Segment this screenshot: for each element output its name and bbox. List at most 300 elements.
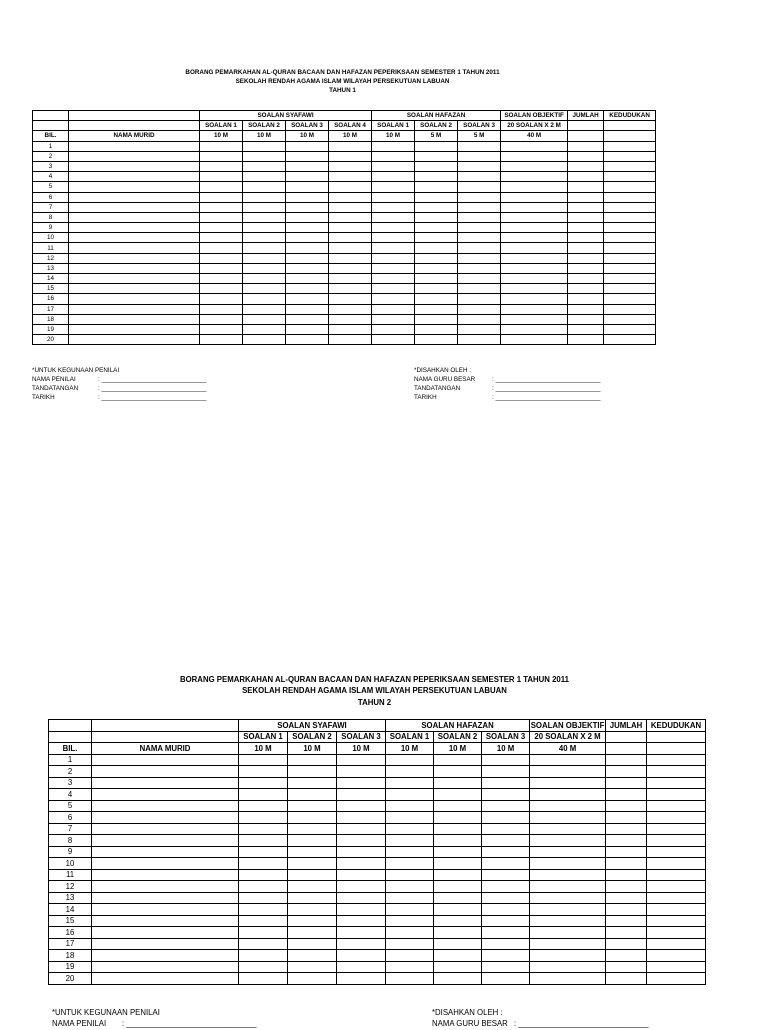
student-name-cell[interactable]	[69, 233, 200, 243]
mark-entry-cell[interactable]	[434, 835, 482, 847]
mark-entry-cell[interactable]	[372, 151, 415, 161]
mark-entry-cell[interactable]	[386, 823, 434, 835]
mark-entry-cell[interactable]	[568, 202, 604, 212]
student-name-cell[interactable]	[92, 927, 239, 939]
mark-entry-cell[interactable]	[200, 314, 243, 324]
mark-entry-cell[interactable]	[501, 335, 568, 345]
mark-entry-cell[interactable]	[288, 904, 337, 916]
mark-entry-cell[interactable]	[386, 915, 434, 927]
student-name-cell[interactable]	[69, 304, 200, 314]
student-name-cell[interactable]	[92, 938, 239, 950]
mark-entry-cell[interactable]	[568, 192, 604, 202]
mark-entry-cell[interactable]	[243, 304, 286, 314]
mark-entry-cell[interactable]	[243, 324, 286, 334]
mark-entry-cell[interactable]	[372, 304, 415, 314]
mark-entry-cell[interactable]	[606, 973, 647, 985]
mark-entry-cell[interactable]	[239, 812, 288, 824]
mark-entry-cell[interactable]	[337, 973, 386, 985]
mark-entry-cell[interactable]	[288, 835, 337, 847]
student-name-cell[interactable]	[69, 151, 200, 161]
mark-entry-cell[interactable]	[501, 284, 568, 294]
mark-entry-cell[interactable]	[243, 335, 286, 345]
mark-entry-cell[interactable]	[647, 904, 706, 916]
mark-entry-cell[interactable]	[243, 233, 286, 243]
mark-entry-cell[interactable]	[286, 263, 329, 273]
mark-entry-cell[interactable]	[501, 253, 568, 263]
mark-entry-cell[interactable]	[482, 892, 530, 904]
mark-entry-cell[interactable]	[329, 243, 372, 253]
mark-entry-cell[interactable]	[604, 202, 656, 212]
mark-entry-cell[interactable]	[647, 846, 706, 858]
mark-entry-cell[interactable]	[415, 223, 458, 233]
mark-entry-cell[interactable]	[568, 274, 604, 284]
mark-entry-cell[interactable]	[329, 263, 372, 273]
mark-entry-cell[interactable]	[458, 335, 501, 345]
student-name-cell[interactable]	[69, 182, 200, 192]
student-name-cell[interactable]	[92, 858, 239, 870]
mark-entry-cell[interactable]	[386, 754, 434, 766]
mark-entry-cell[interactable]	[647, 961, 706, 973]
mark-entry-cell[interactable]	[288, 869, 337, 881]
student-name-cell[interactable]	[69, 335, 200, 345]
mark-entry-cell[interactable]	[568, 182, 604, 192]
student-name-cell[interactable]	[69, 324, 200, 334]
mark-entry-cell[interactable]	[482, 823, 530, 835]
mark-entry-cell[interactable]	[286, 172, 329, 182]
mark-entry-cell[interactable]	[243, 182, 286, 192]
mark-entry-cell[interactable]	[606, 846, 647, 858]
mark-entry-cell[interactable]	[415, 294, 458, 304]
mark-entry-cell[interactable]	[434, 777, 482, 789]
mark-entry-cell[interactable]	[568, 253, 604, 263]
mark-entry-cell[interactable]	[568, 141, 604, 151]
mark-entry-cell[interactable]	[372, 202, 415, 212]
signature-field-line[interactable]: : ______________________________	[492, 376, 601, 384]
mark-entry-cell[interactable]	[501, 182, 568, 192]
student-name-cell[interactable]	[92, 973, 239, 985]
mark-entry-cell[interactable]	[482, 938, 530, 950]
mark-entry-cell[interactable]	[337, 835, 386, 847]
student-name-cell[interactable]	[92, 812, 239, 824]
mark-entry-cell[interactable]	[372, 233, 415, 243]
mark-entry-cell[interactable]	[530, 904, 606, 916]
mark-entry-cell[interactable]	[329, 141, 372, 151]
student-name-cell[interactable]	[92, 766, 239, 778]
mark-entry-cell[interactable]	[530, 881, 606, 893]
mark-entry-cell[interactable]	[501, 243, 568, 253]
mark-entry-cell[interactable]	[604, 274, 656, 284]
mark-entry-cell[interactable]	[372, 284, 415, 294]
mark-entry-cell[interactable]	[386, 927, 434, 939]
mark-entry-cell[interactable]	[568, 304, 604, 314]
mark-entry-cell[interactable]	[243, 294, 286, 304]
student-name-cell[interactable]	[92, 915, 239, 927]
mark-entry-cell[interactable]	[243, 151, 286, 161]
mark-entry-cell[interactable]	[647, 823, 706, 835]
mark-entry-cell[interactable]	[239, 961, 288, 973]
student-name-cell[interactable]	[69, 243, 200, 253]
mark-entry-cell[interactable]	[606, 915, 647, 927]
mark-entry-cell[interactable]	[288, 800, 337, 812]
mark-entry-cell[interactable]	[501, 294, 568, 304]
student-name-cell[interactable]	[92, 950, 239, 962]
mark-entry-cell[interactable]	[239, 915, 288, 927]
mark-entry-cell[interactable]	[372, 263, 415, 273]
mark-entry-cell[interactable]	[604, 161, 656, 171]
student-name-cell[interactable]	[69, 253, 200, 263]
mark-entry-cell[interactable]	[501, 314, 568, 324]
mark-entry-cell[interactable]	[200, 243, 243, 253]
mark-entry-cell[interactable]	[288, 950, 337, 962]
mark-entry-cell[interactable]	[243, 192, 286, 202]
mark-entry-cell[interactable]	[288, 973, 337, 985]
mark-entry-cell[interactable]	[337, 892, 386, 904]
mark-entry-cell[interactable]	[288, 777, 337, 789]
student-name-cell[interactable]	[92, 800, 239, 812]
mark-entry-cell[interactable]	[286, 335, 329, 345]
mark-entry-cell[interactable]	[530, 754, 606, 766]
student-name-cell[interactable]	[69, 212, 200, 222]
mark-entry-cell[interactable]	[386, 812, 434, 824]
mark-entry-cell[interactable]	[415, 274, 458, 284]
mark-entry-cell[interactable]	[568, 263, 604, 273]
mark-entry-cell[interactable]	[604, 284, 656, 294]
mark-entry-cell[interactable]	[647, 938, 706, 950]
student-name-cell[interactable]	[92, 835, 239, 847]
mark-entry-cell[interactable]	[288, 858, 337, 870]
mark-entry-cell[interactable]	[501, 151, 568, 161]
mark-entry-cell[interactable]	[604, 335, 656, 345]
mark-entry-cell[interactable]	[329, 284, 372, 294]
mark-entry-cell[interactable]	[415, 243, 458, 253]
mark-entry-cell[interactable]	[458, 182, 501, 192]
mark-entry-cell[interactable]	[372, 192, 415, 202]
student-name-cell[interactable]	[92, 754, 239, 766]
mark-entry-cell[interactable]	[386, 800, 434, 812]
mark-entry-cell[interactable]	[286, 202, 329, 212]
mark-entry-cell[interactable]	[239, 892, 288, 904]
mark-entry-cell[interactable]	[606, 858, 647, 870]
student-name-cell[interactable]	[69, 263, 200, 273]
mark-entry-cell[interactable]	[200, 161, 243, 171]
mark-entry-cell[interactable]	[372, 182, 415, 192]
mark-entry-cell[interactable]	[415, 151, 458, 161]
mark-entry-cell[interactable]	[329, 172, 372, 182]
mark-entry-cell[interactable]	[568, 243, 604, 253]
mark-entry-cell[interactable]	[568, 212, 604, 222]
mark-entry-cell[interactable]	[530, 858, 606, 870]
mark-entry-cell[interactable]	[286, 284, 329, 294]
mark-entry-cell[interactable]	[604, 182, 656, 192]
mark-entry-cell[interactable]	[243, 223, 286, 233]
mark-entry-cell[interactable]	[530, 812, 606, 824]
mark-entry-cell[interactable]	[482, 754, 530, 766]
mark-entry-cell[interactable]	[337, 812, 386, 824]
mark-entry-cell[interactable]	[647, 766, 706, 778]
mark-entry-cell[interactable]	[647, 835, 706, 847]
mark-entry-cell[interactable]	[329, 192, 372, 202]
mark-entry-cell[interactable]	[482, 835, 530, 847]
mark-entry-cell[interactable]	[604, 141, 656, 151]
mark-entry-cell[interactable]	[243, 202, 286, 212]
mark-entry-cell[interactable]	[482, 961, 530, 973]
mark-entry-cell[interactable]	[501, 304, 568, 314]
mark-entry-cell[interactable]	[337, 961, 386, 973]
mark-entry-cell[interactable]	[482, 777, 530, 789]
mark-entry-cell[interactable]	[647, 869, 706, 881]
student-name-cell[interactable]	[92, 846, 239, 858]
mark-entry-cell[interactable]	[604, 172, 656, 182]
mark-entry-cell[interactable]	[606, 938, 647, 950]
mark-entry-cell[interactable]	[337, 823, 386, 835]
mark-entry-cell[interactable]	[239, 754, 288, 766]
mark-entry-cell[interactable]	[286, 243, 329, 253]
mark-entry-cell[interactable]	[458, 141, 501, 151]
mark-entry-cell[interactable]	[200, 335, 243, 345]
signature-field-line[interactable]: : ______________________________	[492, 385, 601, 393]
mark-entry-cell[interactable]	[568, 314, 604, 324]
mark-entry-cell[interactable]	[372, 294, 415, 304]
mark-entry-cell[interactable]	[200, 151, 243, 161]
mark-entry-cell[interactable]	[239, 766, 288, 778]
mark-entry-cell[interactable]	[434, 823, 482, 835]
mark-entry-cell[interactable]	[415, 335, 458, 345]
mark-entry-cell[interactable]	[288, 789, 337, 801]
mark-entry-cell[interactable]	[239, 823, 288, 835]
mark-entry-cell[interactable]	[647, 858, 706, 870]
mark-entry-cell[interactable]	[458, 172, 501, 182]
mark-entry-cell[interactable]	[568, 223, 604, 233]
mark-entry-cell[interactable]	[501, 212, 568, 222]
mark-entry-cell[interactable]	[243, 243, 286, 253]
student-name-cell[interactable]	[69, 141, 200, 151]
mark-entry-cell[interactable]	[337, 904, 386, 916]
mark-entry-cell[interactable]	[329, 304, 372, 314]
mark-entry-cell[interactable]	[337, 869, 386, 881]
mark-entry-cell[interactable]	[239, 835, 288, 847]
mark-entry-cell[interactable]	[434, 973, 482, 985]
mark-entry-cell[interactable]	[372, 172, 415, 182]
mark-entry-cell[interactable]	[415, 284, 458, 294]
mark-entry-cell[interactable]	[647, 927, 706, 939]
mark-entry-cell[interactable]	[329, 161, 372, 171]
mark-entry-cell[interactable]	[200, 233, 243, 243]
mark-entry-cell[interactable]	[243, 314, 286, 324]
mark-entry-cell[interactable]	[386, 789, 434, 801]
mark-entry-cell[interactable]	[434, 754, 482, 766]
mark-entry-cell[interactable]	[288, 881, 337, 893]
mark-entry-cell[interactable]	[606, 777, 647, 789]
mark-entry-cell[interactable]	[337, 915, 386, 927]
student-name-cell[interactable]	[92, 777, 239, 789]
mark-entry-cell[interactable]	[415, 314, 458, 324]
mark-entry-cell[interactable]	[386, 950, 434, 962]
mark-entry-cell[interactable]	[337, 927, 386, 939]
mark-entry-cell[interactable]	[200, 253, 243, 263]
mark-entry-cell[interactable]	[482, 812, 530, 824]
signature-field-line[interactable]: : ______________________________	[98, 385, 207, 393]
mark-entry-cell[interactable]	[530, 846, 606, 858]
mark-entry-cell[interactable]	[286, 192, 329, 202]
mark-entry-cell[interactable]	[243, 212, 286, 222]
mark-entry-cell[interactable]	[458, 151, 501, 161]
mark-entry-cell[interactable]	[415, 192, 458, 202]
mark-entry-cell[interactable]	[647, 892, 706, 904]
mark-entry-cell[interactable]	[372, 161, 415, 171]
mark-entry-cell[interactable]	[606, 766, 647, 778]
mark-entry-cell[interactable]	[386, 766, 434, 778]
student-name-cell[interactable]	[92, 892, 239, 904]
mark-entry-cell[interactable]	[482, 869, 530, 881]
mark-entry-cell[interactable]	[501, 141, 568, 151]
mark-entry-cell[interactable]	[647, 915, 706, 927]
mark-entry-cell[interactable]	[458, 324, 501, 334]
mark-entry-cell[interactable]	[286, 141, 329, 151]
mark-entry-cell[interactable]	[434, 915, 482, 927]
mark-entry-cell[interactable]	[501, 192, 568, 202]
mark-entry-cell[interactable]	[386, 777, 434, 789]
mark-entry-cell[interactable]	[568, 151, 604, 161]
mark-entry-cell[interactable]	[329, 253, 372, 263]
mark-entry-cell[interactable]	[501, 172, 568, 182]
mark-entry-cell[interactable]	[482, 915, 530, 927]
mark-entry-cell[interactable]	[337, 777, 386, 789]
mark-entry-cell[interactable]	[458, 263, 501, 273]
mark-entry-cell[interactable]	[286, 212, 329, 222]
mark-entry-cell[interactable]	[200, 182, 243, 192]
mark-entry-cell[interactable]	[337, 950, 386, 962]
mark-entry-cell[interactable]	[243, 141, 286, 151]
mark-entry-cell[interactable]	[434, 961, 482, 973]
mark-entry-cell[interactable]	[200, 284, 243, 294]
signature-field-line[interactable]: : ______________________________	[98, 394, 207, 402]
mark-entry-cell[interactable]	[337, 881, 386, 893]
mark-entry-cell[interactable]	[329, 274, 372, 284]
mark-entry-cell[interactable]	[606, 789, 647, 801]
mark-entry-cell[interactable]	[200, 141, 243, 151]
mark-entry-cell[interactable]	[606, 961, 647, 973]
mark-entry-cell[interactable]	[482, 766, 530, 778]
mark-entry-cell[interactable]	[239, 846, 288, 858]
mark-entry-cell[interactable]	[286, 304, 329, 314]
mark-entry-cell[interactable]	[200, 192, 243, 202]
student-name-cell[interactable]	[92, 789, 239, 801]
mark-entry-cell[interactable]	[200, 202, 243, 212]
mark-entry-cell[interactable]	[568, 294, 604, 304]
mark-entry-cell[interactable]	[434, 846, 482, 858]
mark-entry-cell[interactable]	[288, 754, 337, 766]
mark-entry-cell[interactable]	[530, 915, 606, 927]
mark-entry-cell[interactable]	[200, 274, 243, 284]
mark-entry-cell[interactable]	[606, 881, 647, 893]
mark-entry-cell[interactable]	[200, 294, 243, 304]
mark-entry-cell[interactable]	[458, 192, 501, 202]
mark-entry-cell[interactable]	[604, 324, 656, 334]
student-name-cell[interactable]	[92, 823, 239, 835]
mark-entry-cell[interactable]	[243, 284, 286, 294]
mark-entry-cell[interactable]	[568, 233, 604, 243]
mark-entry-cell[interactable]	[434, 938, 482, 950]
mark-entry-cell[interactable]	[604, 243, 656, 253]
mark-entry-cell[interactable]	[647, 881, 706, 893]
mark-entry-cell[interactable]	[329, 233, 372, 243]
mark-entry-cell[interactable]	[604, 233, 656, 243]
mark-entry-cell[interactable]	[200, 172, 243, 182]
mark-entry-cell[interactable]	[288, 915, 337, 927]
mark-entry-cell[interactable]	[568, 172, 604, 182]
mark-entry-cell[interactable]	[604, 304, 656, 314]
mark-entry-cell[interactable]	[288, 938, 337, 950]
mark-entry-cell[interactable]	[647, 800, 706, 812]
mark-entry-cell[interactable]	[530, 789, 606, 801]
student-name-cell[interactable]	[69, 294, 200, 304]
signature-field-line[interactable]: : ______________________________	[514, 1019, 649, 1029]
mark-entry-cell[interactable]	[604, 212, 656, 222]
mark-entry-cell[interactable]	[604, 151, 656, 161]
student-name-cell[interactable]	[92, 881, 239, 893]
mark-entry-cell[interactable]	[415, 304, 458, 314]
mark-entry-cell[interactable]	[243, 274, 286, 284]
mark-entry-cell[interactable]	[568, 324, 604, 334]
mark-entry-cell[interactable]	[415, 253, 458, 263]
mark-entry-cell[interactable]	[434, 950, 482, 962]
mark-entry-cell[interactable]	[243, 263, 286, 273]
mark-entry-cell[interactable]	[337, 766, 386, 778]
mark-entry-cell[interactable]	[647, 789, 706, 801]
mark-entry-cell[interactable]	[239, 950, 288, 962]
mark-entry-cell[interactable]	[329, 294, 372, 304]
mark-entry-cell[interactable]	[482, 858, 530, 870]
student-name-cell[interactable]	[69, 284, 200, 294]
mark-entry-cell[interactable]	[372, 223, 415, 233]
mark-entry-cell[interactable]	[386, 835, 434, 847]
mark-entry-cell[interactable]	[604, 263, 656, 273]
mark-entry-cell[interactable]	[606, 892, 647, 904]
mark-entry-cell[interactable]	[372, 335, 415, 345]
mark-entry-cell[interactable]	[458, 212, 501, 222]
mark-entry-cell[interactable]	[482, 950, 530, 962]
mark-entry-cell[interactable]	[415, 212, 458, 222]
mark-entry-cell[interactable]	[501, 233, 568, 243]
student-name-cell[interactable]	[69, 192, 200, 202]
mark-entry-cell[interactable]	[239, 858, 288, 870]
mark-entry-cell[interactable]	[239, 927, 288, 939]
mark-entry-cell[interactable]	[568, 161, 604, 171]
mark-entry-cell[interactable]	[337, 858, 386, 870]
mark-entry-cell[interactable]	[604, 294, 656, 304]
mark-entry-cell[interactable]	[647, 973, 706, 985]
mark-entry-cell[interactable]	[606, 754, 647, 766]
mark-entry-cell[interactable]	[288, 766, 337, 778]
mark-entry-cell[interactable]	[606, 835, 647, 847]
student-name-cell[interactable]	[69, 314, 200, 324]
mark-entry-cell[interactable]	[458, 314, 501, 324]
mark-entry-cell[interactable]	[239, 789, 288, 801]
mark-entry-cell[interactable]	[482, 904, 530, 916]
mark-entry-cell[interactable]	[239, 777, 288, 789]
mark-entry-cell[interactable]	[604, 314, 656, 324]
mark-entry-cell[interactable]	[501, 202, 568, 212]
mark-entry-cell[interactable]	[243, 253, 286, 263]
mark-entry-cell[interactable]	[458, 253, 501, 263]
student-name-cell[interactable]	[92, 961, 239, 973]
mark-entry-cell[interactable]	[530, 950, 606, 962]
mark-entry-cell[interactable]	[458, 304, 501, 314]
mark-entry-cell[interactable]	[606, 869, 647, 881]
mark-entry-cell[interactable]	[329, 212, 372, 222]
mark-entry-cell[interactable]	[434, 869, 482, 881]
mark-entry-cell[interactable]	[530, 927, 606, 939]
